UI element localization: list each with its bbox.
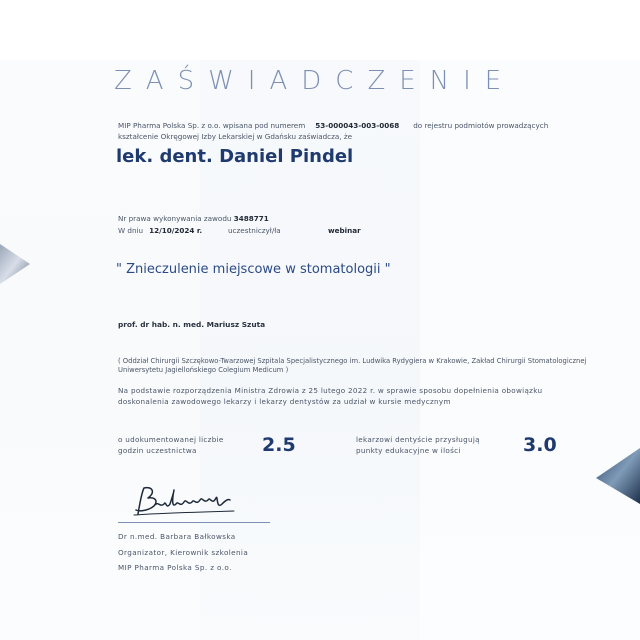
- left-crystal-decoration: [0, 244, 30, 284]
- right-crystal-decoration: [596, 448, 640, 504]
- hours-value: 2.5: [262, 434, 296, 456]
- points-label: lekarzowi dentyście przysługują punkty edukacyjne w ilości: [356, 435, 480, 455]
- license-number: 3488771: [233, 214, 269, 223]
- hours-label: o udokumentowanej liczbie godzin uczestnictwa: [118, 435, 224, 455]
- course-form: webinar: [328, 226, 361, 235]
- intro-before: MIP Pharma Polska Sp. z o.o. wpisana pod numerem: [118, 121, 306, 130]
- signatory-name: Dr n.med. Barbara Bałkowska: [118, 532, 236, 541]
- signatory-organization: MIP Pharma Polska Sp. z o.o.: [118, 563, 232, 572]
- intro-after: do rejestru podmiotów prowadzących kształcenie Okręgowej Izby Lekarskiej w Gdańsku zaświadcza, że: [118, 121, 549, 141]
- lecturer-name: prof. dr hab. n. med. Mariusz Szuta: [118, 320, 266, 329]
- license-line: [118, 214, 269, 223]
- background-highlight-right: [420, 60, 640, 640]
- handwritten-signature: [130, 484, 240, 520]
- lecturer-affiliation: ( Oddział Chirurgii Szczękowo-Twarzowej Szpitala Specjalistycznego im. Ludwika Rydygiera w Krakowie, Zakład Chirurgii Stomatologicznej Uniwersytetu Jagiellońskiego Colegium Medicum ): [118, 357, 587, 374]
- points-value: 3.0: [523, 434, 557, 456]
- certificate-title: ZAŚWIADCZENIE: [114, 66, 516, 96]
- signatory-role: Organizator, Kierownik szkolenia: [118, 548, 249, 557]
- intro-statement: [118, 121, 588, 142]
- license-label: Nr prawa wykonywania zawodu: [118, 214, 232, 223]
- date-value: 12/10/2024 r.: [149, 226, 203, 235]
- doctor-name: lek. dent. Daniel Pindel: [116, 146, 354, 167]
- legal-basis: Na podstawie rozporządzenia Ministra Zdrowia z 25 lutego 2022 r. w sprawie sposobu dopełnienia obowiązku doskonalenia zawodowego lekarzy i lekarzy dentystów za udział w kursie medycznym: [118, 386, 543, 406]
- date-line: [118, 226, 361, 235]
- register-number: 53-000043-003-0068: [315, 121, 400, 130]
- participated-label: uczestniczył/ła: [228, 226, 281, 235]
- signature-line: [118, 522, 270, 523]
- date-label: W dniu: [118, 226, 144, 235]
- course-title: " Znieczulenie miejscowe w stomatologii ": [116, 262, 391, 277]
